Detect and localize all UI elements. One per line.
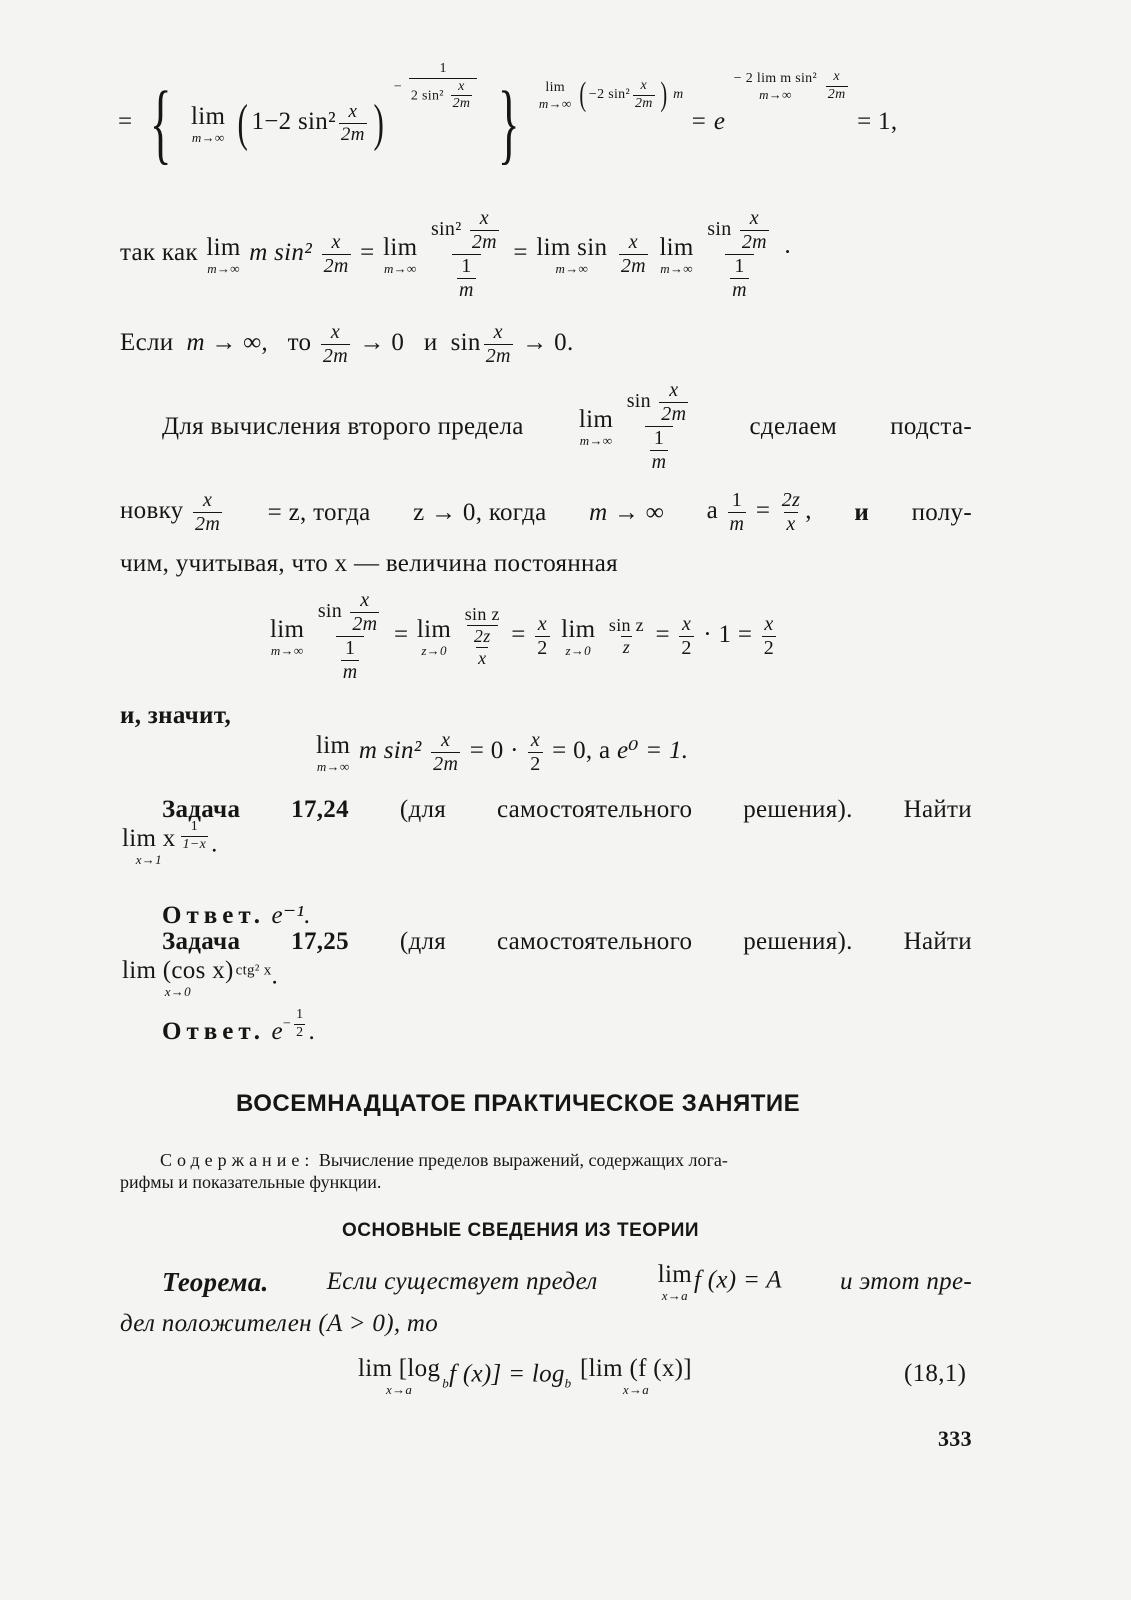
section-title: ВОСЕМНАДЦАТОЕ ПРАКТИЧЕСКОЕ ЗАНЯТИЕ (236, 1090, 801, 1117)
result: = 1, (857, 108, 898, 136)
e-base: = e (690, 108, 726, 136)
znachit-text: и, значит, (120, 702, 232, 729)
section-subtitle: ОСНОВНЫЕ СВЕДЕНИЯ ИЗ ТЕОРИИ (342, 1220, 700, 1241)
page-number: 333 (938, 1426, 972, 1451)
equation-top: = { lim m→∞ ( 1−2 sin² $\frac{x}{2m}$ ) − 1 2 sin² $\frac{x}{2m}$ } lim m→∞ ( −2 sin² $\frac{x}{2m}$ ) m = e − 2 lim m sin² m→∞ $\frac{x}{2m}$ = 1, (118, 61, 898, 173)
para-second-limit-line3: чим, учитывая, что x — величина постоянная (120, 550, 618, 577)
equation-tak-kak: так как lim m→∞ m sin² $\frac{x}{2m}$ = lim m→∞ sin² $\frac{x}{2m}$ $\frac{1}{m}$ = lim sin m→∞ $\frac{x}{2m}$ lim m→∞ sin $\frac{x}{2m}$ $\frac{1}{m}$ · (120, 207, 793, 301)
section-content: Содержание: Вычисление пределов выражений, содержащих лога- (160, 1150, 728, 1170)
left-brace: { (149, 74, 172, 173)
para-second-limit-line1: Для вычисления второго предела lim m→∞ sin $\frac{x}{2m}$ $\frac{1}{m}$ сделаем подста- (162, 379, 972, 473)
outer-exponent: lim m→∞ ( −2 sin² $\frac{x}{2m}$ ) m (538, 76, 684, 113)
task-17-24-answer: Ответ. e⁻¹. (162, 902, 311, 929)
e-exponent: − 2 lim m sin² m→∞ $\frac{x}{2m}$ (733, 69, 846, 102)
theorem-line1: Теорема. Если существует предел lim x→a f (x) = A и этот пре- (162, 1261, 972, 1303)
equals-sign: = (118, 108, 133, 136)
task-17-24-expr: lim x x→1 $\frac{1}{1-x}$ . (122, 819, 218, 867)
equation-final: lim m→∞ m sin² $\frac{x}{2m}$ = 0 · $\frac{x}{2}$ = 0, а e⁰ = 1. (316, 729, 689, 775)
base-expr: 1−2 sin² (251, 108, 336, 136)
lead-text: так как (120, 239, 198, 267)
theorem-line2: дел положителен (A > 0), то (120, 1310, 439, 1337)
exponent: − 1 2 sin² $\frac{x}{2m}$ (394, 62, 480, 112)
formula-18-1: lim [log x→a $_b$f $(x)] = \log_b$ [lim (f (x)] x→a (358, 1355, 692, 1397)
line-esli: Если m → ∞, то $\frac{x}{2m}$ → 0 и sin $\frac{x}{2m}$ → 0. (120, 321, 574, 367)
para-second-limit-line2: новку $\frac{x}{2m}$ = z, тогда z → 0, когда m → ∞ а $\frac{1}{m}$ = $\frac{2z}{x}$ , и полу- (120, 489, 972, 535)
equation-center: lim m→∞ sin $\frac{x}{2m}$ $\frac{1}{m}$ = lim z→0 $\frac{\text{sin z}}{\frac{2z}{x}}$ = $\frac{x}{2}$ lim z→0 $\frac{\text{sin z}}{z}$ = $\frac{x}{2}$ · 1 = $\frac{x}{2}$ (270, 589, 775, 683)
task-17-25-answer: Ответ. e− $\frac{1}{2}$ . (162, 1007, 316, 1045)
equation-number: (18,1) (904, 1360, 967, 1387)
section-content-line2: рифмы и показательные функции. (120, 1172, 382, 1192)
task-17-25-expr: lim (cos x) x→0 $^{ctg^2 x}$. (122, 957, 279, 999)
right-brace: } (497, 74, 520, 173)
task-17-25-heading: Задача 17,25 (для самостоятельного решения). Найти (162, 928, 972, 955)
limit-operator: lim m→∞ (191, 102, 226, 145)
task-17-24-heading: Задача 17,24 (для самостоятельного решения). Найти (162, 796, 972, 823)
